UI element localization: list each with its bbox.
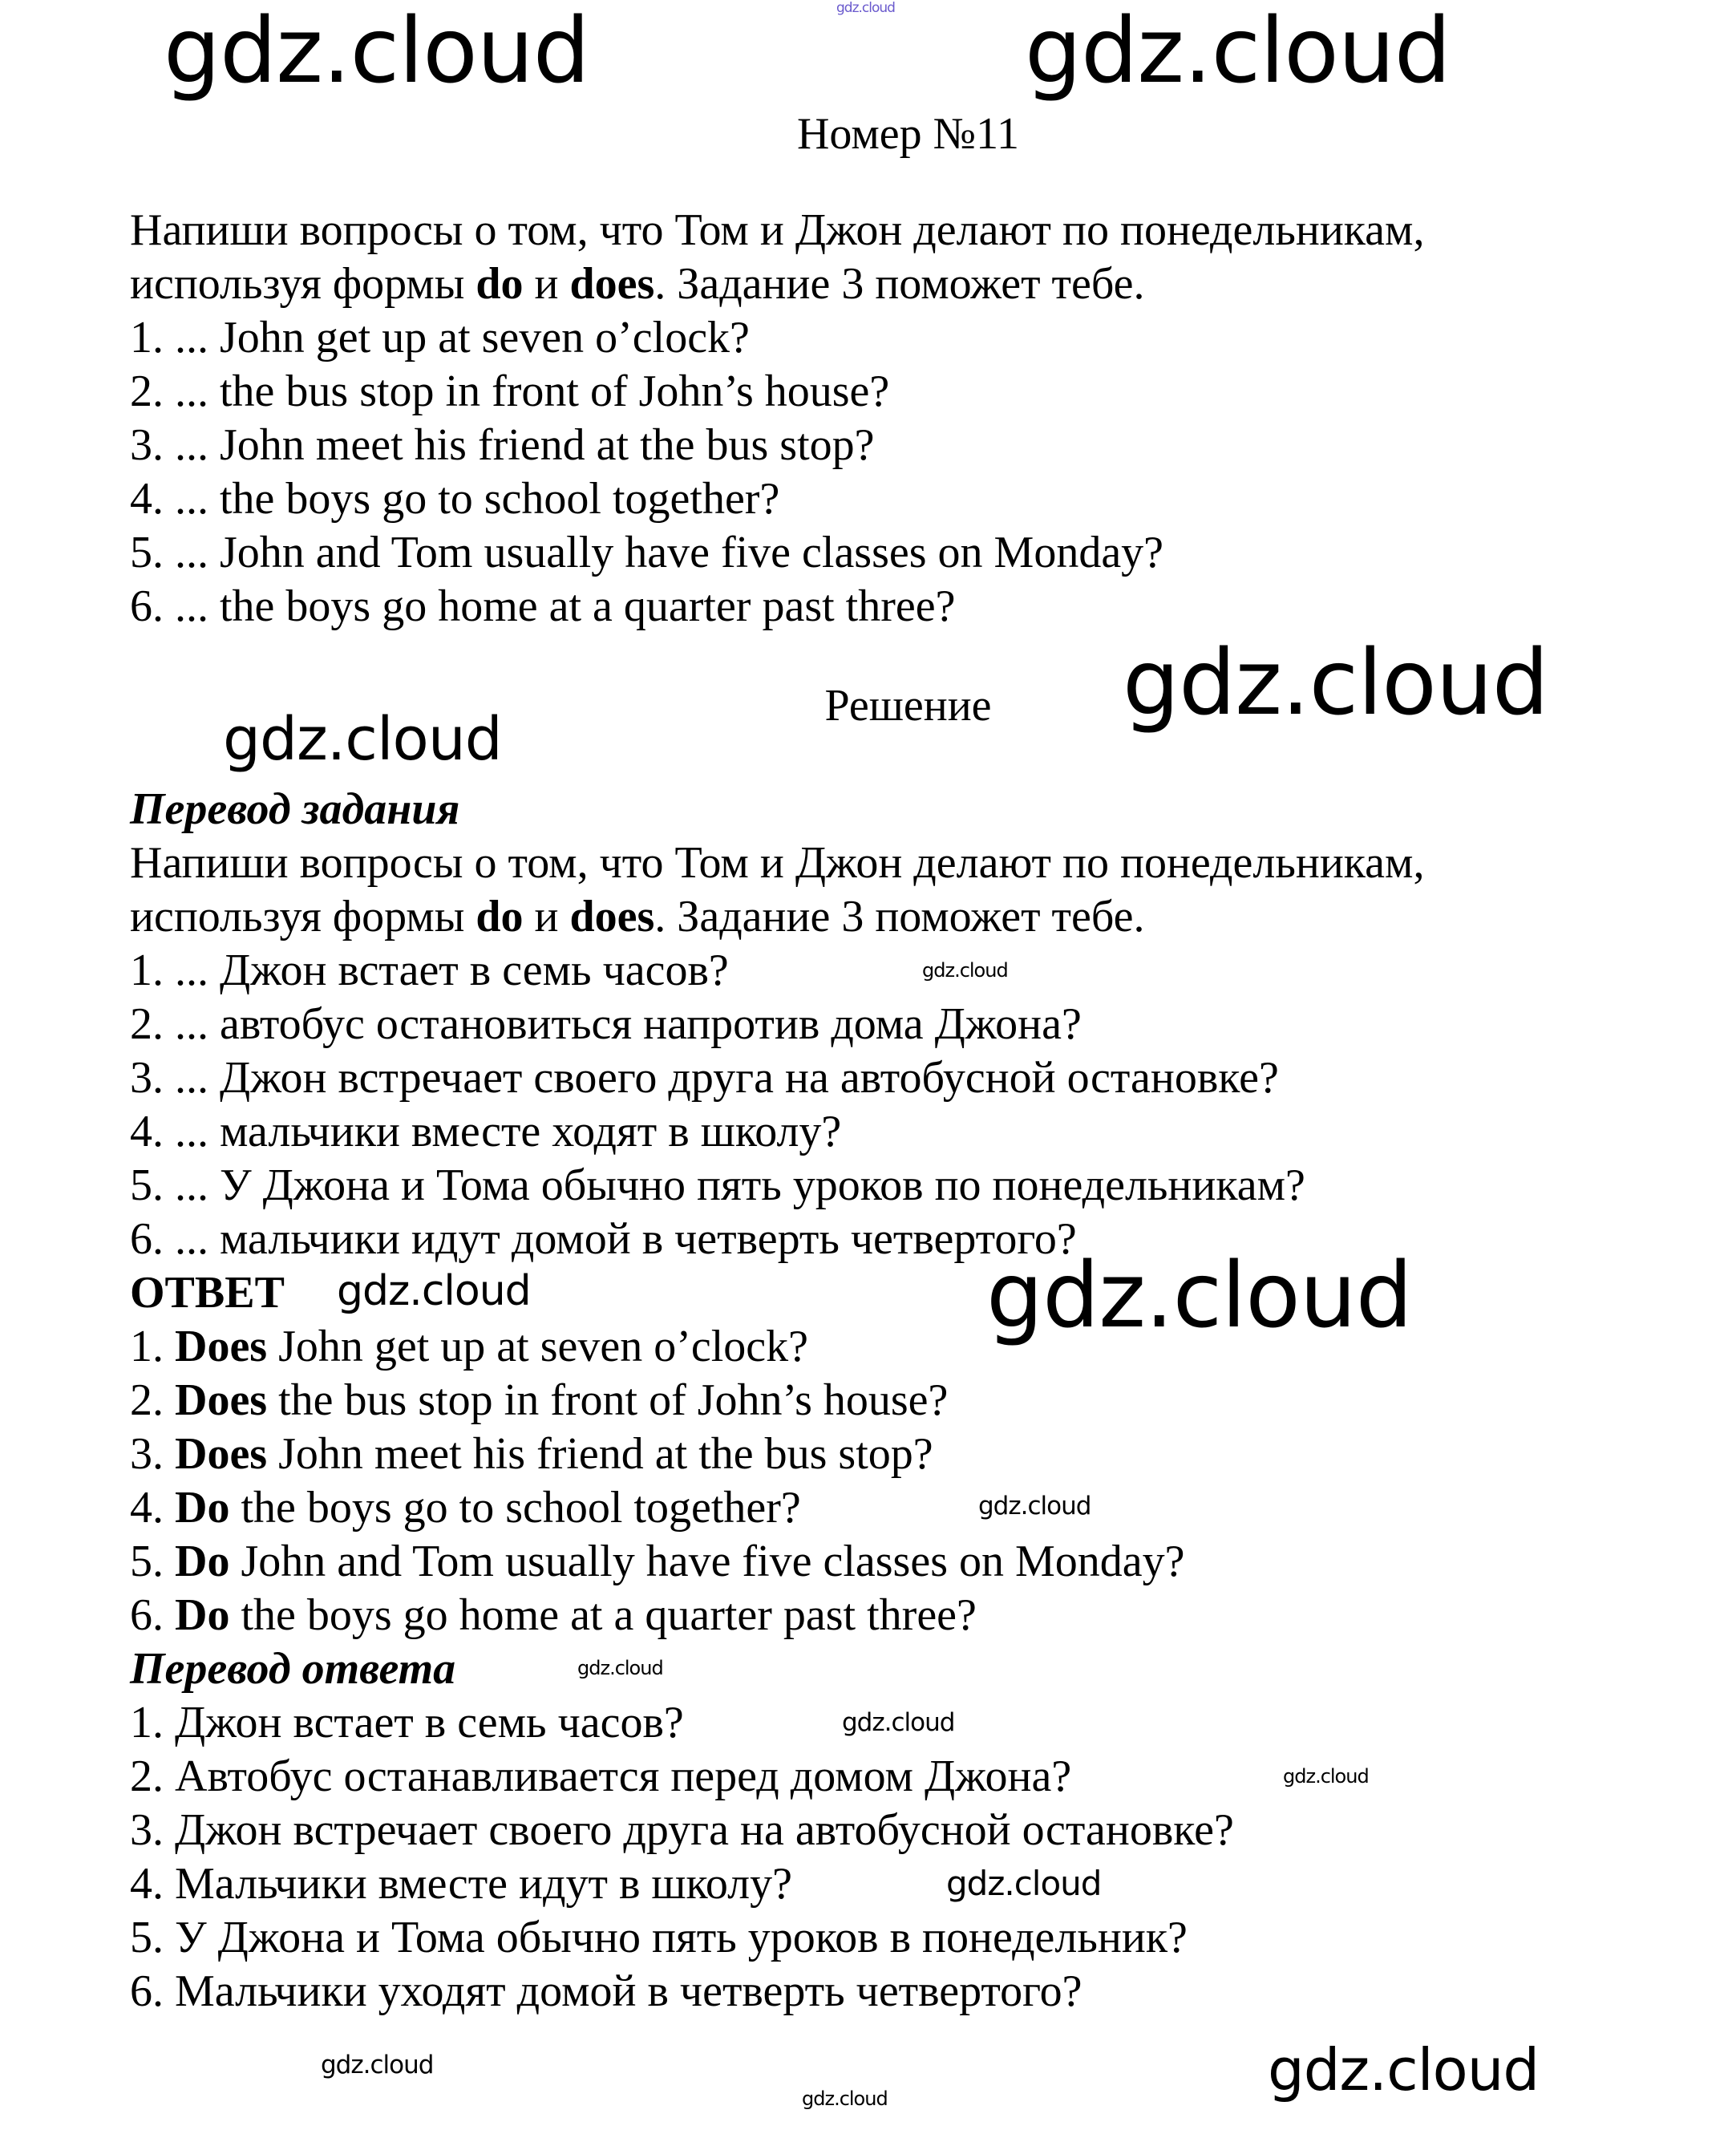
bold-do: do [475, 259, 524, 309]
watermark: gdz.cloud [978, 1492, 1091, 1521]
translation-intro-line-1: Напиши вопросы о том, что Том и Джон делают по понедельникам, [130, 838, 1425, 888]
answer-translation-item: 5. У Джона и Тома обычно пять уроков в понедельник? [130, 1913, 1188, 1962]
watermark: gdz.cloud [946, 1864, 1102, 1903]
watermark: gdz.cloud [164, 0, 589, 103]
text: и [523, 259, 570, 309]
verb: Do [175, 1590, 230, 1640]
answer-item [130, 1481, 1424, 1535]
text: и [523, 892, 570, 941]
solution-label: Решение [824, 681, 992, 731]
translation-item: 6. ... мальчики идут домой в четверть четвертого? [130, 1214, 1077, 1264]
translation-item: 2. ... автобус остановиться напротив дома Джона? [130, 999, 1082, 1049]
num: 5. [130, 1537, 175, 1586]
answer-item [130, 1374, 1424, 1427]
task-intro-line-2 [130, 257, 1424, 311]
text: используя формы [130, 892, 476, 941]
num: 3. [130, 1429, 175, 1479]
watermark: gdz.cloud [1283, 1765, 1369, 1788]
num: 4. [130, 1483, 175, 1533]
translation-item: 5. ... У Джона и Тома обычно пять уроков по понедельникам? [130, 1160, 1305, 1210]
watermark: gdz.cloud [922, 959, 1008, 982]
watermark: gdz.cloud [986, 1244, 1412, 1348]
translation-intro-line-2 [130, 890, 1424, 944]
answer-translation-item: 2. Автобус останавливается перед домом Джона? [130, 1751, 1072, 1801]
task-item: 6. ... the boys go home at a quarter past three? [130, 581, 956, 631]
watermark: gdz.cloud [842, 1708, 955, 1737]
task-item: 5. ... John and Tom usually have five classes on Monday? [130, 528, 1164, 577]
answer-translation-heading: Перевод ответа [130, 1644, 456, 1694]
answer-heading: ОТВЕТ [130, 1268, 285, 1318]
answer-translation-item: 3. Джон встречает своего друга на автобусной остановке? [130, 1805, 1234, 1855]
bold-does: does [569, 259, 655, 309]
text: . Задание 3 поможет тебе. [654, 892, 1145, 941]
num: 2. [130, 1375, 175, 1425]
bold-do: do [475, 892, 524, 941]
rest: the boys go home at a quarter past three? [229, 1590, 977, 1640]
verb: Do [175, 1537, 230, 1586]
verb: Do [175, 1483, 230, 1533]
solution-block [130, 783, 1424, 2019]
text: . Задание 3 поможет тебе. [654, 259, 1145, 309]
bold-does: does [569, 892, 655, 941]
task-block [130, 204, 1424, 634]
task-item: 2. ... the bus stop in front of John’s house? [130, 366, 890, 416]
num: 1. [130, 1322, 175, 1371]
rest: the bus stop in front of John’s house? [267, 1375, 949, 1425]
watermark: gdz.cloud [802, 2087, 888, 2110]
watermark: gdz.cloud [1123, 631, 1548, 735]
text: используя формы [130, 259, 476, 309]
task-intro-line-1: Напиши вопросы о том, что Том и Джон делают по понедельникам, [130, 205, 1425, 255]
watermark: gdz.cloud [577, 1657, 663, 1679]
task-item: 4. ... the boys go to school together? [130, 474, 780, 524]
translation-item: 3. ... Джон встречает своего друга на автобусной остановке? [130, 1053, 1279, 1103]
watermark: gdz.cloud [1268, 2036, 1540, 2104]
task-item: 3. ... John meet his friend at the bus stop? [130, 420, 875, 470]
watermark: gdz.cloud [337, 1267, 531, 1315]
rest: the boys go to school together? [229, 1483, 801, 1533]
translation-item: 4. ... мальчики вместе ходят в школу? [130, 1107, 842, 1156]
rest: John and Tom usually have five classes on Monday? [229, 1537, 1185, 1586]
task-item: 1. ... John get up at seven o’clock? [130, 313, 750, 362]
answer-translation-item: 4. Мальчики вместе идут в школу? [130, 1859, 792, 1909]
watermark: gdz.cloud [321, 2051, 434, 2079]
page-title: Номер №11 [796, 109, 1020, 159]
watermark: gdz.cloud [1025, 0, 1451, 103]
answer-item [130, 1535, 1424, 1589]
answer-item [130, 1427, 1424, 1481]
num: 6. [130, 1590, 175, 1640]
answer-translation-item: 6. Мальчики уходят домой в четверть четвертого? [130, 1966, 1082, 2016]
translation-item: 1. ... Джон встает в семь часов? [130, 946, 729, 995]
watermark: gdz.cloud [223, 705, 502, 774]
watermark: gdz.cloud [836, 0, 895, 16]
rest: John get up at seven o’clock? [267, 1322, 808, 1371]
rest: John meet his friend at the bus stop? [267, 1429, 933, 1479]
verb: Does [175, 1375, 268, 1425]
answer-translation-item: 1. Джон встает в семь часов? [130, 1698, 684, 1747]
verb: Does [175, 1429, 268, 1479]
task-translation-heading: Перевод задания [130, 784, 460, 834]
answer-item [130, 1589, 1424, 1642]
verb: Does [175, 1322, 268, 1371]
